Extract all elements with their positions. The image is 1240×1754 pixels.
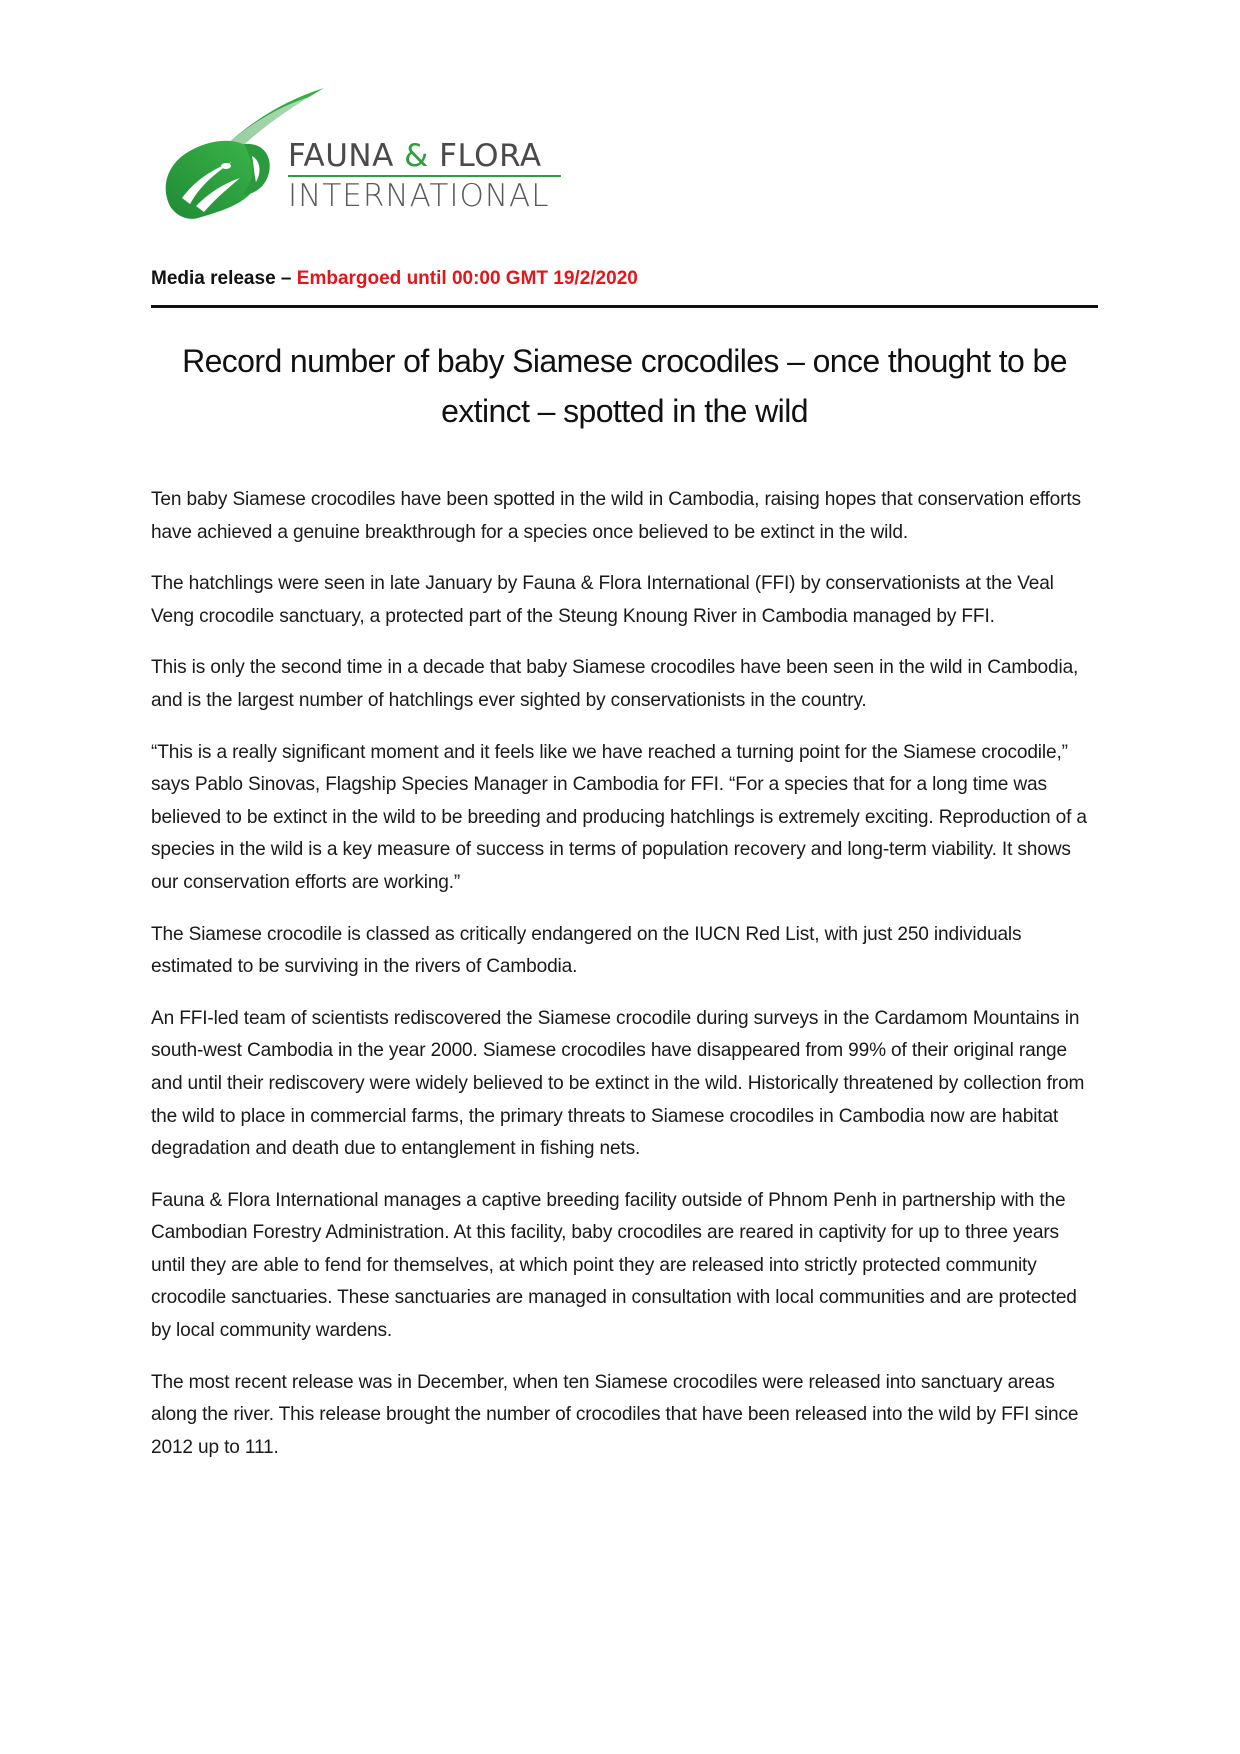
logo-word-flora: FLORA (428, 138, 542, 174)
paragraph: The hatchlings were seen in late January by Fauna & Flora International (FFI) by conservationists at the Veal Veng crocodile sanctuary, a protected part of the Steung Knoung River in Cambodia managed by FFI. (151, 573, 1054, 627)
logo-word-fauna: FAUNA (288, 138, 405, 174)
media-release-line (151, 268, 638, 290)
logo-divider (288, 175, 561, 177)
paragraph: The most recent release was in December, when ten Siamese crocodiles were released into sanctuary areas along the river. This release brought the number of crocodiles that have been released into the wild by FFI since 2012 up to 111. (151, 1371, 1079, 1458)
logo-wordmark (288, 138, 578, 213)
paragraph: An FFI-led team of scientists rediscovered the Siamese crocodile during surveys in the Cardamom Mountains in south-west Cambodia in the year 2000. Siamese crocodiles have disappeared from 99% of their original range and until their rediscovery were widely believed to be extinct in the wild. Historically threatened by collection from the wild to place in commercial farms, the primary threats to Siamese crocodiles in Cambodia now are habitat degradation and death due to entanglement in fishing nets. (151, 1007, 1085, 1160)
logo-word-international: INTERNATIONAL (288, 178, 550, 214)
logo-line-fauna-flora (288, 138, 578, 174)
fauna-flora-logo (152, 86, 572, 226)
paragraph: Ten baby Siamese crocodiles have been spotted in the wild in Cambodia, raising hopes that conservation efforts have achieved a genuine breakthrough for a species once believed to be extinct in the wild. (151, 489, 1081, 543)
media-release-label: Media release – (151, 268, 297, 289)
logo-ampersand: & (404, 138, 429, 174)
paragraph: The Siamese crocodile is classed as critically endangered on the IUCN Red List, with just 250 individuals estimated to be surviving in the rivers of Cambodia. (151, 923, 1022, 978)
paragraph: This is only the second time in a decade that baby Siamese crocodiles have been seen in the wild in Cambodia, and is the largest number of hatchlings ever sighted by conservationists in the country. (151, 657, 1079, 711)
press-release-title: Record number of baby Siamese crocodiles – once thought to be extinct – spotted in the wild (182, 343, 1067, 429)
header-rule (151, 305, 1098, 308)
embargo-notice: Embargoed until 00:00 GMT 19/2/2020 (296, 268, 638, 289)
paragraph-quote: “This is a really significant moment and it feels like we have reached a turning point for the Siamese crocodile,” says Pablo Sinovas, Flagship Species Manager in Cambodia for FFI. “For a species that for a long time was believed to be extinct in the wild to be breeding and producing hatchlings is extremely exciting. Reproduction of a species in the wild is a key measure of success in terms of population recovery and long-term viability. It shows our conservation efforts are working.” (151, 741, 1087, 893)
article-body (151, 484, 1098, 1483)
paragraph: Fauna & Flora International manages a captive breeding facility outside of Phnom Penh in partnership with the Cambodian Forestry Administration. At this facility, baby crocodiles are reared in captivity for up to three years until they are able to fend for themselves, at which point they are released into strictly protected community crocodile sanctuaries. These sanctuaries are managed in consultation with local communities and are protected by local community wardens. (151, 1189, 1077, 1342)
